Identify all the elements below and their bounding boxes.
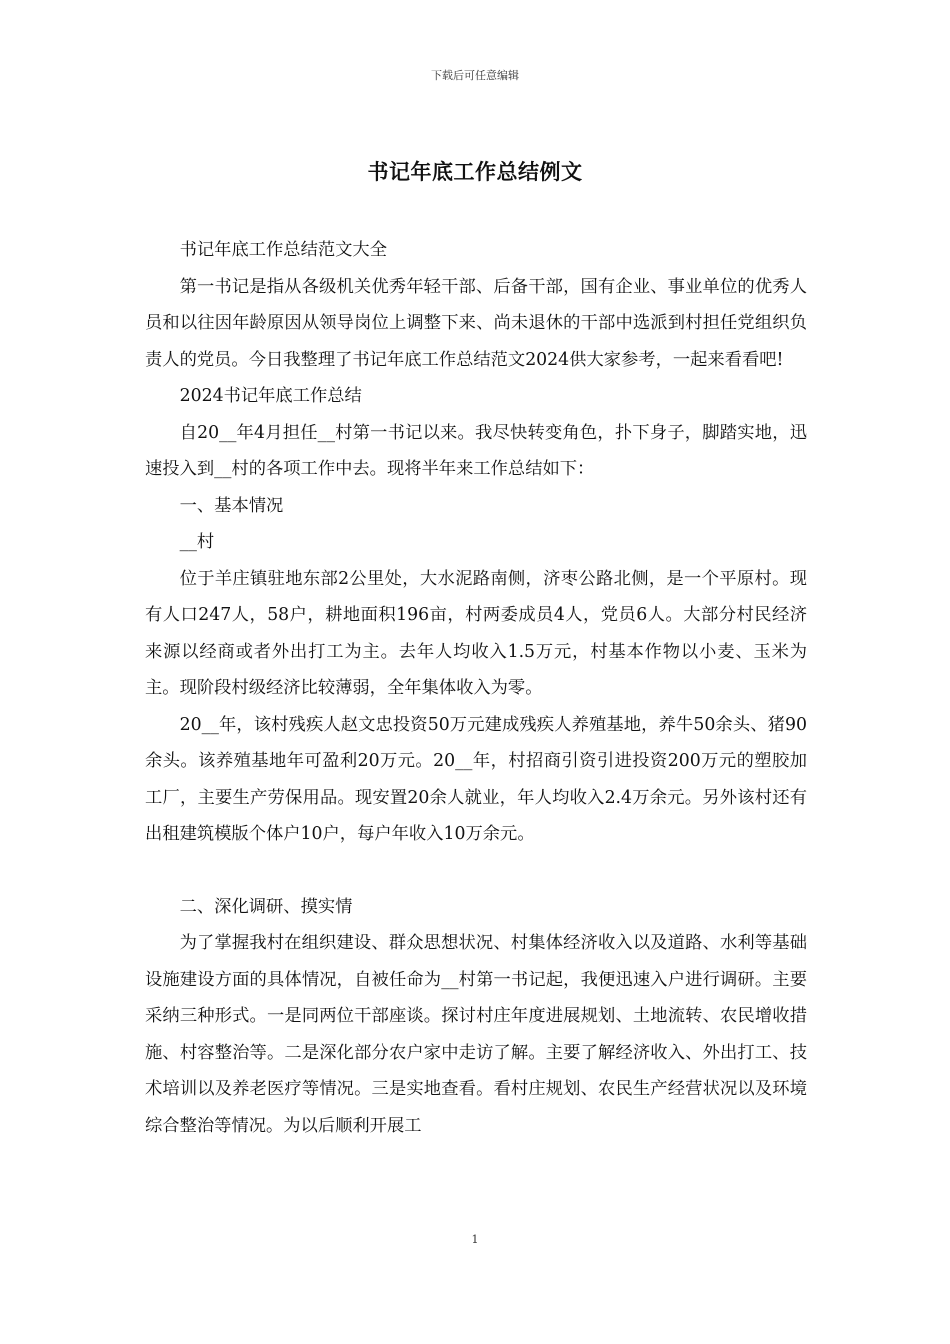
- document-body: [145, 232, 807, 1144]
- body-paragraph: 2024书记年底工作总结: [179, 386, 362, 406]
- body-paragraph: 书记年底工作总结范文大全: [179, 240, 387, 260]
- section-heading: 二、深化调研、摸实情: [179, 896, 353, 917]
- body-paragraph: 第一书记是指从各级机关优秀年轻干部、后备干部，国有企业、事业单位的优秀人员和以往因年龄原因从领导岗位上调整下来、尚未退休的干部中选派到村担任党组织负责人的党员。今日我整理了书记年底工作总结范文2024供大家参考，一起来看看吧!: [145, 276, 807, 370]
- body-paragraph: __村: [179, 532, 215, 552]
- body-paragraph: 为了掌握我村在组织建设、群众思想状况、村集体经济收入以及道路、水利等基础设施建设方面的具体情况，自被任命为__村第一书记起，我便迅速入户进行调研。主要采纳三种形式。一是同两位干部座谈。探讨村庄年度进展规划、土地流转、农民增收措施、村容整治等。二是深化部分农户家中走访了解。主要了解经济收入、外出打工、技术培训以及养老医疗等情况。三是实地查看。看村庄规划、农民生产经营状况以及环境综合整治等情况。为以后顺利开展工: [145, 933, 807, 1136]
- page-number: 1: [471, 1233, 479, 1246]
- section-heading: 一、基本情况: [179, 495, 284, 516]
- body-paragraph: 20__年，该村残疾人赵文忠投资50万元建成残疾人养殖基地，养牛50余头、猪90余头。该养殖基地年可盈利20万元。20__年，村招商引资引进投资200万元的塑胶加工厂，主要生产劳保用品。现安置20余人就业，年人均收入2.4万余元。另外该村还有出租建筑模版个体户10户，每户年收入10万余元。: [145, 714, 807, 844]
- document-title: 书记年底工作总结例文: [367, 159, 583, 184]
- paragraph-spacer: [145, 853, 807, 889]
- body-paragraph: 位于羊庄镇驻地东部2公里处，大水泥路南侧，济枣公路北侧，是一个平原村。现有人口247人，58户，耕地面积196亩，村两委成员4人，党员6人。大部分村民经济来源以经商或者外出打工为主。去年人均收入1.5万元，村基本作物以小麦、玉米为主。现阶段村级经济比较薄弱，全年集体收入为零。: [145, 568, 807, 698]
- page-header: 下载后可任意编辑: [431, 69, 519, 82]
- body-paragraph: 自20__年4月担任__村第一书记以来。我尽快转变角色，扑下身子，脚踏实地，迅速投入到__村的各项工作中去。现将半年来工作总结如下：: [145, 422, 807, 479]
